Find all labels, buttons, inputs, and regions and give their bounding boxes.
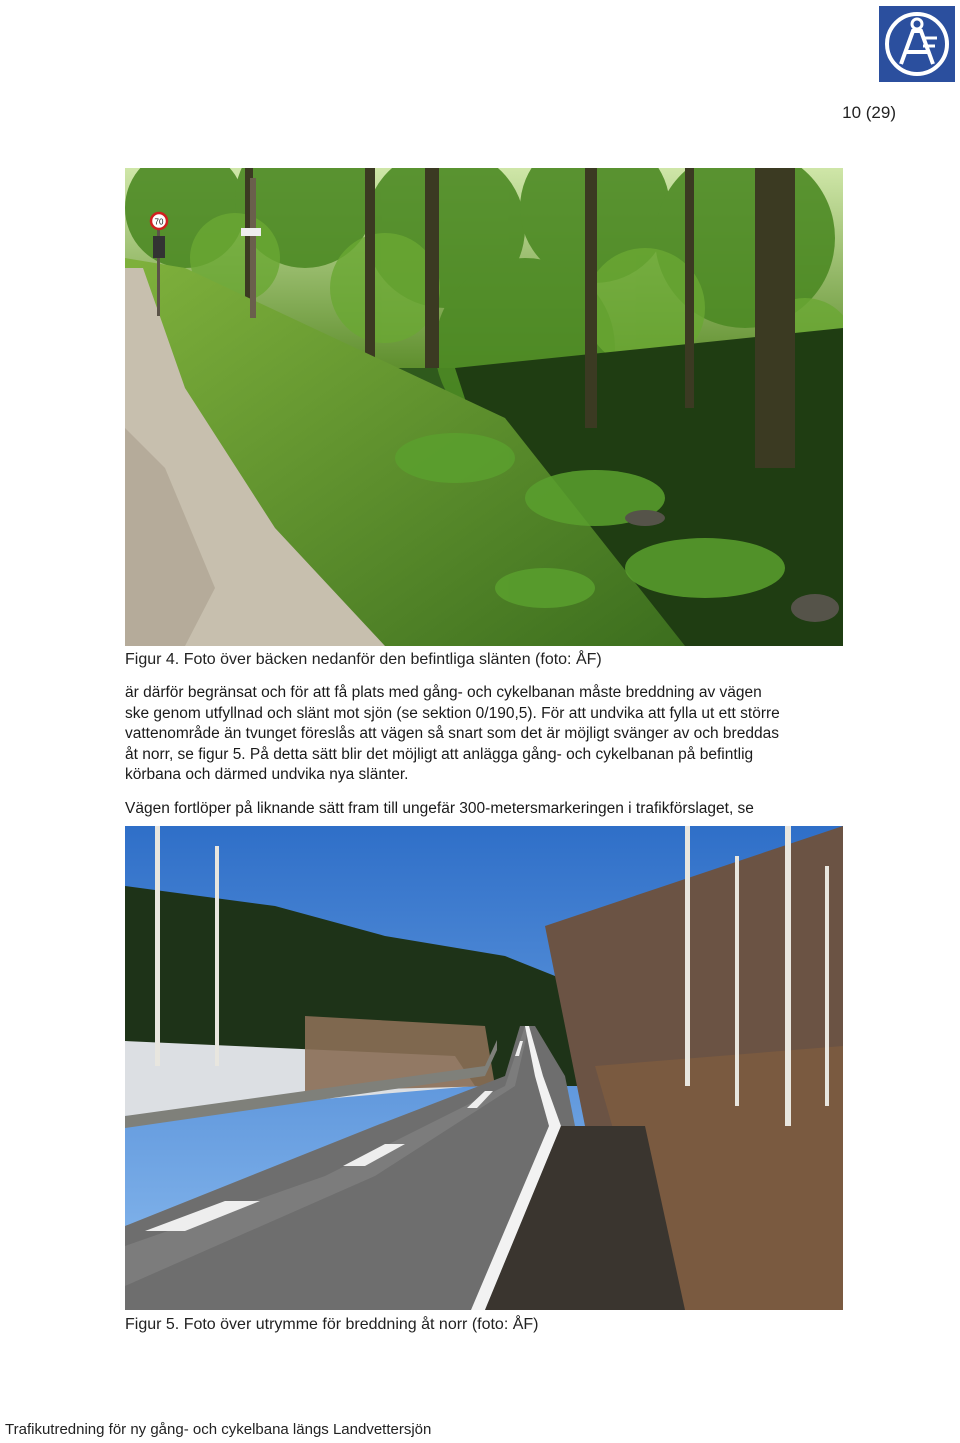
figure-5-caption: Figur 5. Foto över utrymme för breddning åt norr (foto: ÅF) [125,1316,539,1333]
text-line: ske genom utfyllnad och slänt mot sjön (se sektion 0/190,5). För att undvika att fylla ut ett större [125,704,780,722]
page-number: 10 (29) [842,103,896,122]
text-line: körbana och därmed undvika nya slänter. [125,766,409,783]
speed-sign-text: 70 [154,217,164,227]
text-line: är därför begränsat och för att få plats med gång- och cykelbanan måste breddning av vägen [125,684,762,701]
af-logo [879,6,955,82]
figure-4-photo [125,168,843,646]
text-line: Vägen fortlöper på liknande sätt fram till ungefär 300-metersmarkeringen i trafikförslaget, se [125,800,754,817]
figure-4-caption: Figur 4. Foto över bäcken nedanför den befintliga slänten (foto: ÅF) [125,651,602,668]
page-footer: Trafikutredning för ny gång- och cykelbana längs Landvettersjön [5,1421,432,1438]
text-line: åt norr, se figur 5. På detta sätt blir det möjligt att anlägga gång- och cykelbanan på befintlig [125,745,754,763]
figure-5-photo [125,826,843,1310]
af-logo-icon [879,6,955,82]
text-line: vattenområde än tvunget föreslås att vägen så snart som det är möjligt svänger av och breddas [125,725,779,742]
body-paragraph-2 [125,799,845,820]
body-paragraph-1 [125,683,845,786]
